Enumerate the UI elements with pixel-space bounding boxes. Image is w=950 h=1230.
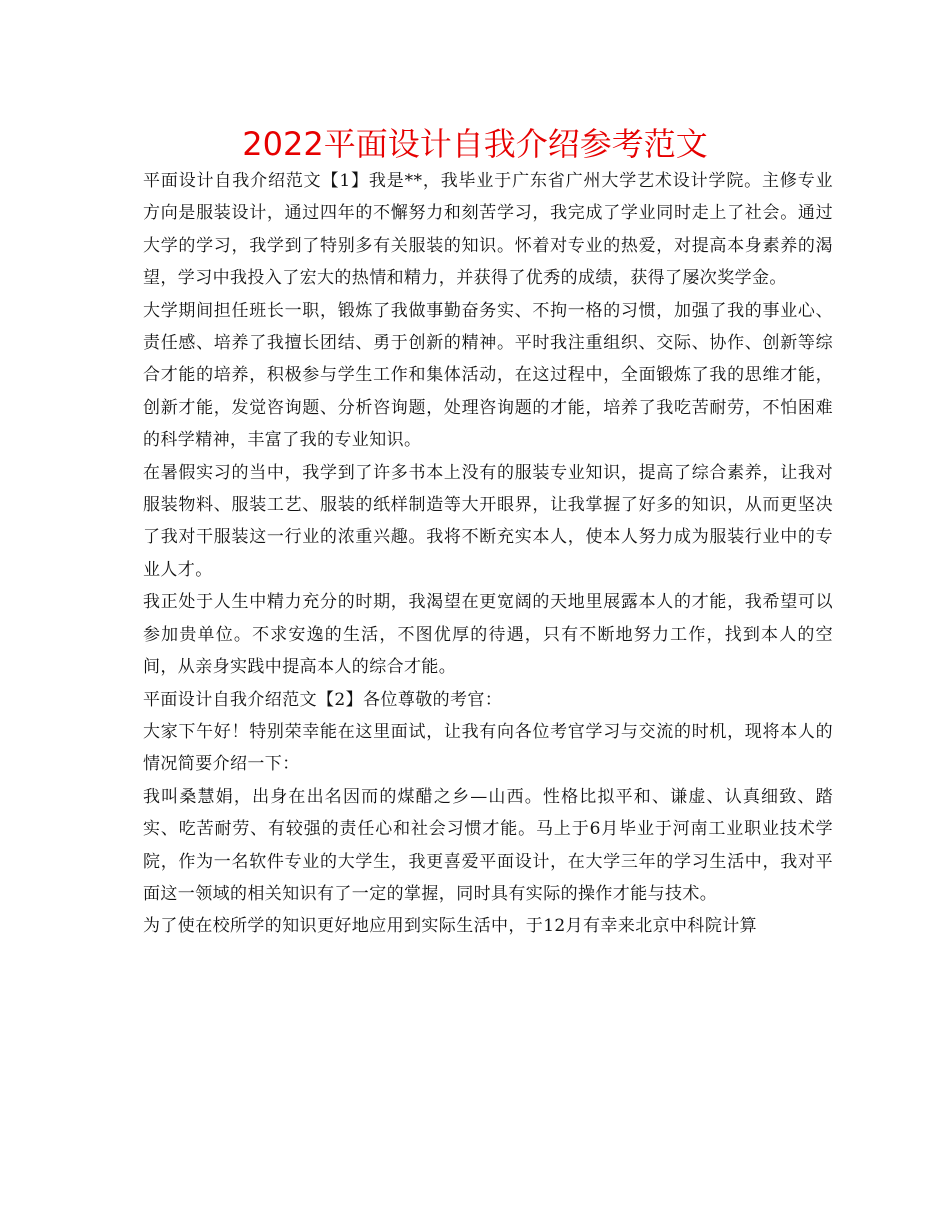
paragraph-3: 在暑假实习的当中，我学到了许多书本上没有的服装专业知识，提高了综合素养，让我对服装物料、服装工艺、服装的纸样制造等大开眼界，让我掌握了好多的知识，从而更坚决了我对干服装这一行业的浓重兴趣。我将不断充实本人，使本人努力成为服装行业中的专业人才。 — [143, 462, 833, 580]
paragraph-1: 平面设计自我介绍范文【1】我是**，我毕业于广东省广州大学艺术设计学院。主修专业方向是服装设计，通过四年的不懈努力和刻苦学习，我完成了学业同时走上了社会。通过大学的学习，我学到了特别多有关服装的知识。怀着对专业的热爱，对提高本身素养的渴望，学习中我投入了宏大的热情和精力，并获得了优秀的成绩，获得了屡次奖学金。 — [143, 171, 833, 289]
paragraph-5: 平面设计自我介绍范文【2】各位尊敬的考官： — [143, 689, 503, 710]
paragraph-4: 我正处于人生中精力充分的时期，我渴望在更宽阔的天地里展露本人的才能，我希望可以参加贵单位。不求安逸的生活，不图优厚的待遇，只有不断地努力工作，找到本人的空间，从亲身实践中提高本人的综合才能。 — [143, 592, 833, 678]
paragraph-7: 我叫桑慧娟，出身在出名因而的煤醋之乡—山西。性格比拟平和、谦虚、认真细致、踏实、吃苦耐劳、有较强的责任心和社会习惯才能。马上于6月毕业于河南工业职业技术学院，作为一名软件专业的大学生，我更喜爱平面设计，在大学三年的学习生活中，我对平面这一领域的相关知识有了一定的掌握，同时具有实际的操作才能与技术。 — [143, 786, 833, 904]
paragraph-6: 大家下午好！特别荣幸能在这里面试，让我有向各位考官学习与交流的时机，现将本人的情况简要介绍一下： — [143, 721, 833, 775]
document-body — [143, 165, 833, 943]
paragraph-8: 为了使在校所学的知识更好地应用到实际生活中，于12月有幸来北京中科院计算 — [143, 916, 758, 937]
document-title: 2022平面设计自我介绍参考范文 — [242, 125, 708, 163]
paragraph-2: 大学期间担任班长一职，锻炼了我做事勤奋务实、不拘一格的习惯，加强了我的事业心、责任感、培养了我擅长团结、勇于创新的精神。平时我注重组织、交际、协作、创新等综合才能的培养，积极参与学生工作和集体活动，在这过程中，全面锻炼了我的思维才能，创新才能，发觉咨询题、分析咨询题，处理咨询题的才能，培养了我吃苦耐劳，不怕困难的科学精神，丰富了我的专业知识。 — [143, 300, 833, 451]
